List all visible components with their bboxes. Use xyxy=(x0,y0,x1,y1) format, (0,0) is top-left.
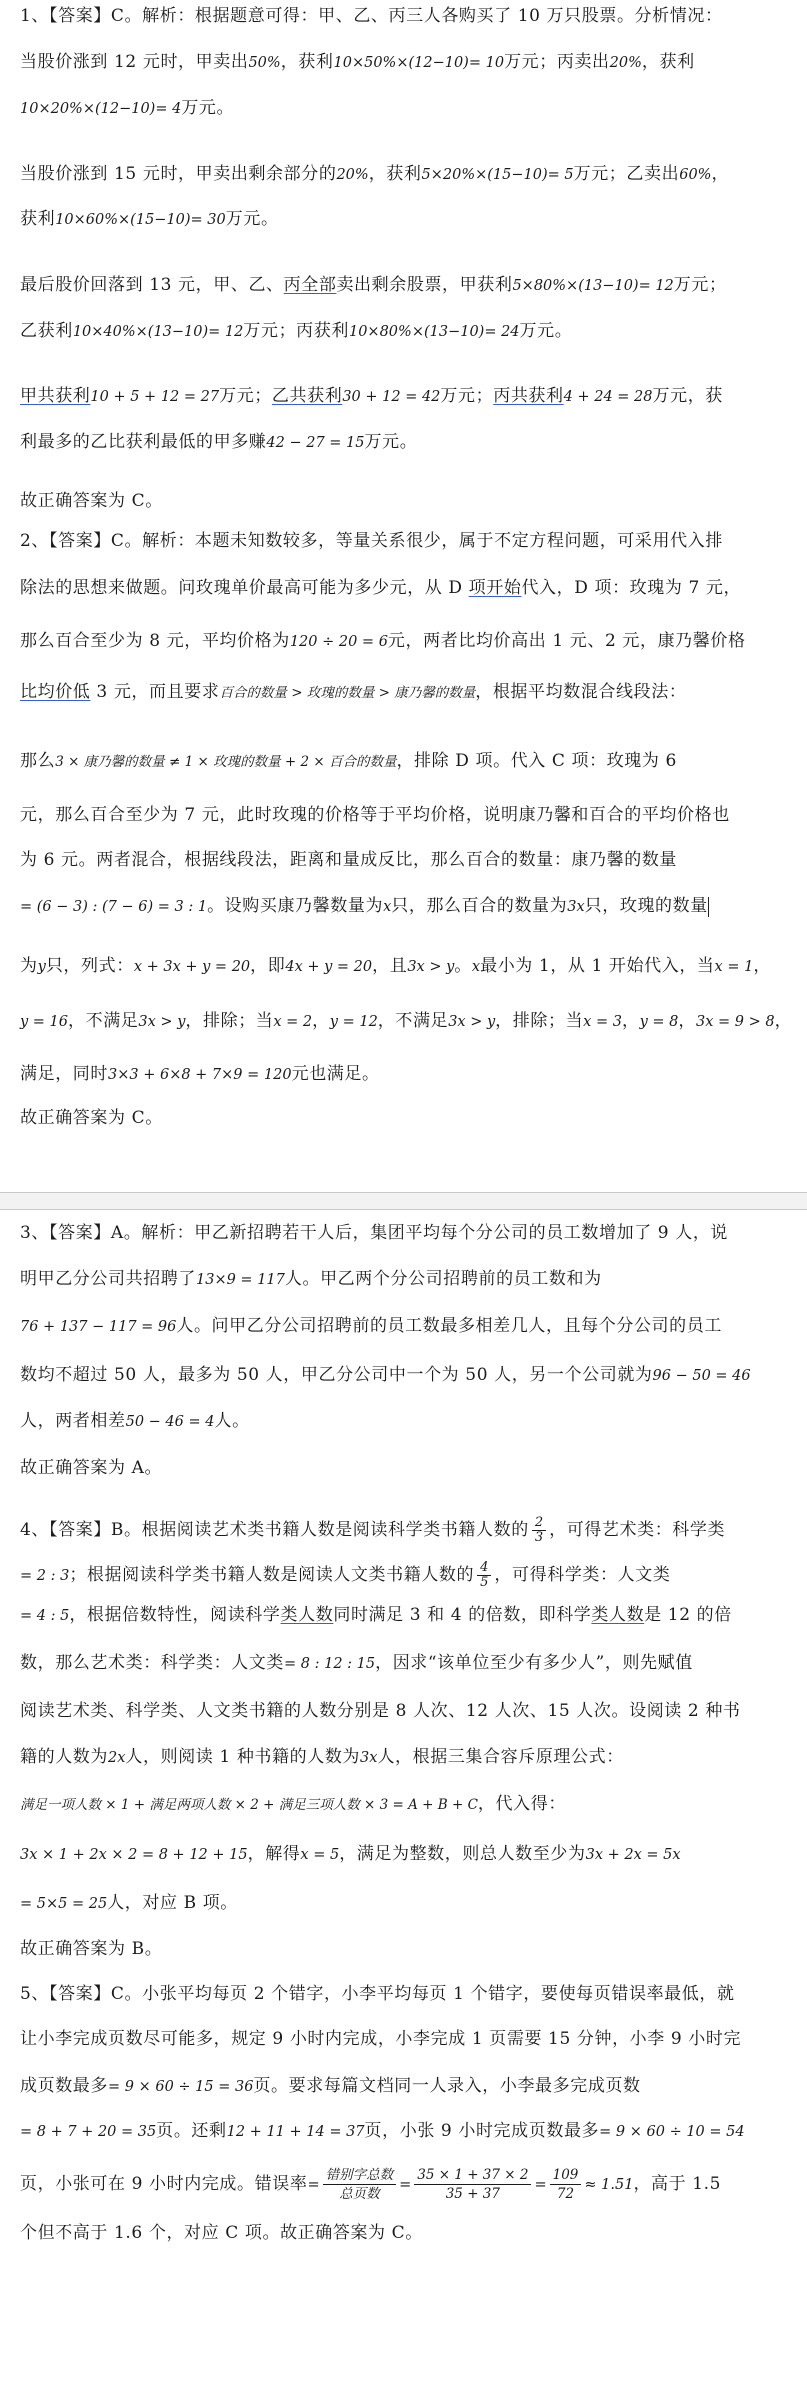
q2-line-9: 为y只，列式：x + 3x + y = 20，即4x + y = 20，且3x > y。x最小为 1，从 1 开始代入，当x = 1， xyxy=(20,956,771,976)
q4-line-7: 满足一项人数 × 1 + 满足两项人数 × 2 + 满足三项人数 × 3 = A + B + C，代入得： xyxy=(20,1794,566,1814)
fraction-error-rate-result: $\frac{109}{72}$ xyxy=(550,2166,582,2203)
q1-line-9: 利最多的乙比获利最低的甲多赚42 − 27 = 15万元。 xyxy=(20,432,418,452)
q1-line-2: 当股价涨到 12 元时，甲卖出50%，获利10×50%×(12−10)= 10万元；丙卖出20%，获利 xyxy=(20,52,695,72)
q3-answer: 故正确答案为 A。 xyxy=(20,1458,163,1478)
q5-line-4: = 8 + 7 + 20 = 35页。还剩12 + 11 + 14 = 37页，小张 9 小时完成页数最多= 9 × 60 ÷ 10 = 54 xyxy=(20,2121,745,2141)
q3-line-5: 人，两者相差50 − 46 = 4人。 xyxy=(20,1411,250,1431)
q4-line-4: 数，那么艺术类：科学类：人文类= 8 : 12 : 15，因求“该单位至少有多少人”，则先赋值 xyxy=(20,1653,693,1673)
q1-line-4: 当股价涨到 15 元时，甲卖出剩余部分的20%，获利5×20%×(15−10)= 5万元；乙卖出60%， xyxy=(20,164,730,184)
q2-line-10: y = 16，不满足3x > y，排除；当x = 2，y = 12，不满足3x > y，排除；当x = 3，y = 8，3x = 9 > 8， xyxy=(20,1011,793,1031)
q4-line-6: 籍的人数为2x人，则阅读 1 种书籍的人数为3x人，根据三集合容斥原理公式： xyxy=(20,1747,624,1767)
q4-line-5: 阅读艺术类、科学类、人文类书籍的人数分别是 8 人次、12 人次、15 人次。设阅读 2 种书 xyxy=(20,1701,741,1721)
q2-line-7: 为 6 元。两者混合，根据线段法，距离和量成反比，那么百合的数量：康乃馨的数量 xyxy=(20,850,678,870)
q3-line-2: 明甲乙分公司共招聘了13×9 = 117人。甲乙两个分公司招聘前的员工数和为 xyxy=(20,1269,602,1289)
q2-line-1: 2、【答案】C。解析：本题未知数较多，等量关系很少，属于不定方程问题，可采用代入排 xyxy=(20,531,723,551)
q1-line-6: 最后股价回落到 13 元，甲、乙、丙全部卖出剩余股票，甲获利5×80%×(13−10)= 12万元； xyxy=(20,275,727,295)
fraction-error-rate-definition: $\frac{\text{错别字总数}}{\text{总页数}}$ xyxy=(323,2166,397,2203)
q5-line-2: 让小李完成页数尽可能多，规定 9 小时内完成，小李完成 1 页需要 15 分钟，小李 9 小时完 xyxy=(20,2029,742,2049)
q1-line-1: 1、【答案】C。解析：根据题意可得：甲、乙、丙三人各购买了 10 万只股票。分析情况： xyxy=(20,6,723,26)
q1-line-7: 乙获利10×40%×(13−10)= 12万元；丙获利10×80%×(13−10)= 24万元。 xyxy=(20,321,573,341)
q2-line-2: 除法的思想来做题。问玫瑰单价最高可能为多少元，从 D 项开始代入，D 项：玫瑰为 7 元， xyxy=(20,578,742,598)
document-page-1 xyxy=(0,0,807,1192)
q2-line-6: 元，那么百合至少为 7 元，此时玫瑰的价格等于平均价格，说明康乃馨和百合的平均价格也 xyxy=(20,805,730,825)
q2-answer: 故正确答案为 C。 xyxy=(20,1108,163,1128)
fraction-error-rate-values: $\frac{35 \times 1 + 37 \times 2}{35 + 37}$ xyxy=(414,2166,531,2203)
fraction-four-fifths: $\frac{4}{5}$ xyxy=(477,1561,491,1590)
q4-answer: 故正确答案为 B。 xyxy=(20,1939,163,1959)
q4-line-2: = 2 : 3；根据阅读科学类书籍人数是阅读人文类书籍人数的 $\frac{4}{5}$ ，可得科学类：人文类 xyxy=(20,1560,671,1590)
q3-line-4: 数均不超过 50 人，最多为 50 人，甲乙分公司中一个为 50 人，另一个公司就为96 − 50 = 46 xyxy=(20,1365,751,1385)
q5-line-1: 5、【答案】C。小张平均每页 2 个错字，小李平均每页 1 个错字，要使每页错误率最低，就 xyxy=(20,1984,735,2004)
page-break xyxy=(0,1192,807,1210)
q3-line-3: 76 + 137 − 117 = 96人。问甲乙分公司招聘前的员工数最多相差几人，且每个分公司的员工 xyxy=(20,1316,722,1336)
q1-line-8: 甲共获利10 + 5 + 12 = 27万元；乙共获利30 + 12 = 42万元；丙共获利4 + 24 = 28万元，获 xyxy=(20,386,723,406)
q4-line-9: = 5×5 = 25人，对应 B 项。 xyxy=(20,1893,238,1913)
q2-line-8: = (6 − 3) : (7 − 6) = 3 : 1。设购买康乃馨数量为x只，那么百合的数量为3x只，玫瑰的数量 xyxy=(20,896,708,916)
q4-line-8: 3x × 1 + 2x × 2 = 8 + 12 + 15，解得x = 5，满足为整数，则总人数至少为3x + 2x = 5x xyxy=(20,1844,681,1864)
q2-line-3: 那么百合至少为 8 元，平均价格为120 ÷ 20 = 6元，两者比均价高出 1 元、2 元，康乃馨价格 xyxy=(20,631,746,651)
q3-line-1: 3、【答案】A。解析：甲乙新招聘若干人后，集团平均每个分公司的员工数增加了 9 人，说 xyxy=(20,1223,729,1243)
q2-line-4: 比均价低 3 元，而且要求百合的数量 > 玫瑰的数量 > 康乃馨的数量，根据平均数混合线段法： xyxy=(20,682,687,702)
q4-line-3: = 4 : 5，根据倍数特性，阅读科学类人数同时满足 3 和 4 的倍数，即科学类人数是 12 的倍 xyxy=(20,1605,732,1625)
text-cursor xyxy=(708,897,709,917)
q5-line-3: 成页数最多= 9 × 60 ÷ 15 = 36页。要求每篇文档同一人录入，小李最多完成页数 xyxy=(20,2076,641,2096)
q1-answer: 故正确答案为 C。 xyxy=(20,491,163,511)
document-page-2 xyxy=(0,1210,807,2393)
q1-line-5: 获利10×60%×(15−10)= 30万元。 xyxy=(20,209,279,229)
q5-line-5: 页，小张可在 9 小时内完成。错误率= $\frac{\text{错别字总数}}{\text{总页数}}$ = $\frac{35 \times 1 + 37 \times 2}{35 + 37}$ = $\frac{109}{72}$ ≈ 1.51，高于 1.5 xyxy=(20,2167,722,2202)
q1-line-3: 10×20%×(12−10)= 4万元。 xyxy=(20,98,235,118)
q5-line-6: 个但不高于 1.6 个，对应 C 项。故正确答案为 C。 xyxy=(20,2223,423,2243)
q4-line-1: 4、【答案】B。根据阅读艺术类书籍人数是阅读科学类书籍人数的 $\frac{2}{3}$ ，可得艺术类：科学类 xyxy=(20,1515,726,1545)
fraction-two-thirds: $\frac{2}{3}$ xyxy=(532,1516,546,1545)
q2-line-11: 满足，同时3×3 + 6×8 + 7×9 = 120元也满足。 xyxy=(20,1064,380,1084)
q2-line-5: 那么3 × 康乃馨的数量 ≠ 1 × 玫瑰的数量 + 2 × 百合的数量，排除 D 项。代入 C 项：玫瑰为 6 xyxy=(20,751,677,771)
